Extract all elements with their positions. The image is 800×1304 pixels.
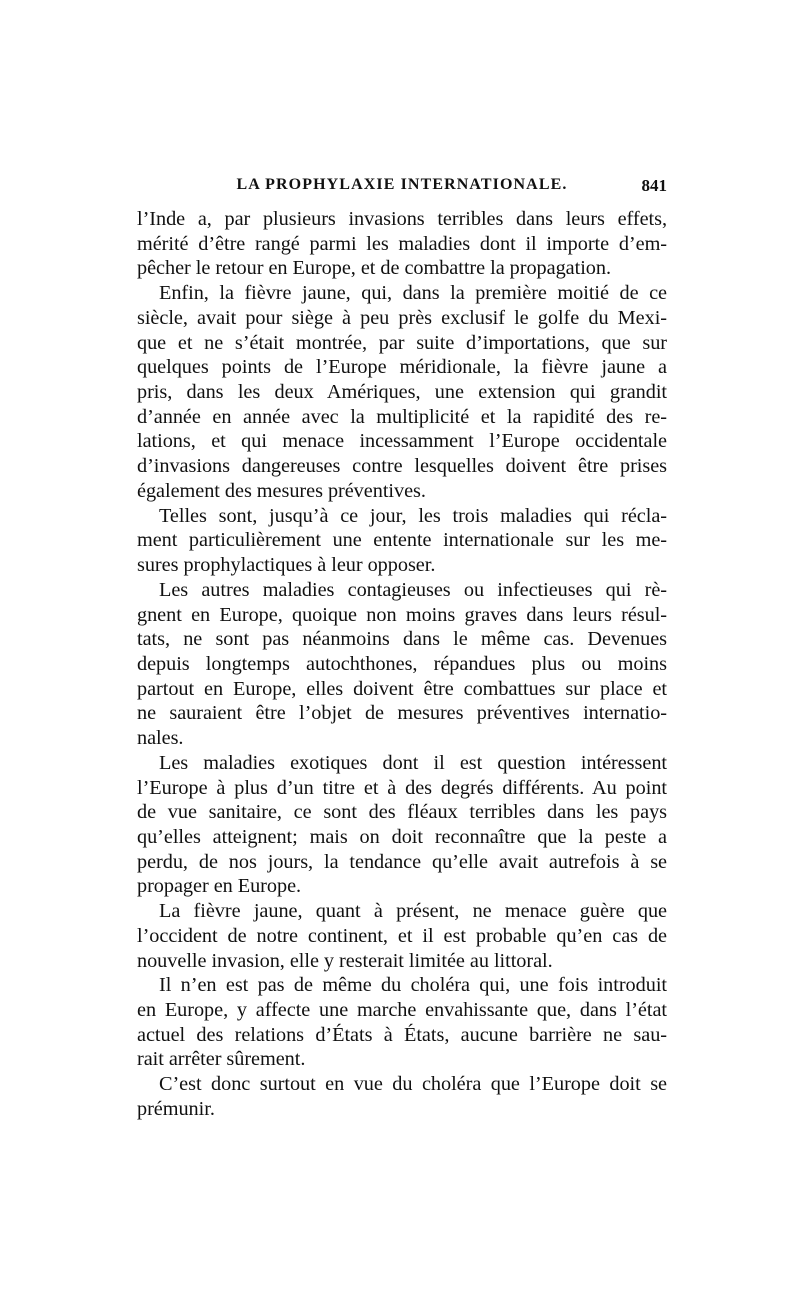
text-line: propager en Europe. <box>137 875 302 898</box>
running-title: LA PROPHYLAXIE INTERNATIONALE. <box>236 176 568 193</box>
text-line: La fièvre jaune, quant à présent, ne menace guère que <box>159 900 667 923</box>
text-line: ment particulièrement une entente internationale sur les me- <box>137 529 667 552</box>
text-line: pris, dans les deux Amériques, une extension qui grandit <box>137 381 667 404</box>
text-line: Les autres maladies contagieuses ou infectieuses qui rè- <box>159 578 667 601</box>
text-line: perdu, de nos jours, la tendance qu’elle avait autrefois à se <box>137 850 667 873</box>
text-line: mérité d’être rangé parmi les maladies dont il importe d’em- <box>137 232 667 255</box>
text-line: qu’elles atteignent; mais on doit reconnaître que la peste a <box>137 825 667 848</box>
text-line: partout en Europe, elles doivent être combattues sur place et <box>137 677 667 700</box>
text-line: en Europe, y affecte une marche envahissante que, dans l’état <box>137 999 667 1021</box>
text-line: ne sauraient être l’objet de mesures préventives internatio- <box>137 702 667 725</box>
text-line: rait arrêter sûrement. <box>137 1048 306 1071</box>
text-line: tats, ne sont pas néanmoins dans le même cas. Devenues <box>137 628 667 651</box>
text-line: C’est donc surtout en vue du choléra que l’Europe doit se <box>159 1073 667 1096</box>
text-line: que et ne s’était montrée, par suite d’importations, que sur <box>137 331 667 354</box>
text-line: prémunir. <box>137 1097 215 1120</box>
text-line: Il n’en est pas de même du choléra qui, une fois introduit <box>159 974 667 997</box>
text-line: pêcher le retour en Europe, et de combattre la propagation. <box>137 257 612 280</box>
text-line: Les maladies exotiques dont il est question intéressent <box>159 751 667 774</box>
text-line: Enfin, la fièvre jaune, qui, dans la première moitié de ce <box>159 282 667 305</box>
text-line: Telles sont, jusqu’à ce jour, les trois maladies qui récla- <box>159 504 667 527</box>
text-line: gnent en Europe, quoique non moins graves dans leurs résul- <box>137 603 667 626</box>
text-line: d’invasions dangereuses contre lesquelles doivent être prises <box>137 455 667 478</box>
text-line: quelques points de l’Europe méridionale, la fièvre jaune a <box>137 356 667 379</box>
text-line: depuis longtemps autochthones, répandues plus ou moins <box>137 652 667 675</box>
text-line: actuel des relations d’États à États, aucune barrière ne sau- <box>137 1023 667 1046</box>
page-number: 841 <box>641 176 667 195</box>
text-line: l’occident de notre continent, et il est probable qu’en cas de <box>137 924 667 947</box>
text-line: l’Europe à plus d’un titre et à des degrés différents. Au point <box>137 776 667 799</box>
text-line: lations, et qui menace incessamment l’Europe occidentale <box>137 430 667 453</box>
running-header <box>137 176 667 200</box>
text-line: de vue sanitaire, ce sont des fléaux terribles dans les pays <box>137 801 667 824</box>
body-text <box>137 207 667 1122</box>
text-line: d’année en année avec la multiplicité et la rapidité des re- <box>137 405 667 428</box>
text-line: l’Inde a, par plusieurs invasions terribles dans leurs effets, <box>137 208 667 230</box>
text-line: siècle, avait pour siège à peu près exclusif le golfe du Mexi- <box>137 306 667 329</box>
text-line: nouvelle invasion, elle y resterait limitée au littoral. <box>137 949 553 972</box>
text-line: nales. <box>137 727 184 750</box>
text-line: sures prophylactiques à leur opposer. <box>137 554 436 577</box>
text-line: également des mesures préventives. <box>137 479 426 502</box>
